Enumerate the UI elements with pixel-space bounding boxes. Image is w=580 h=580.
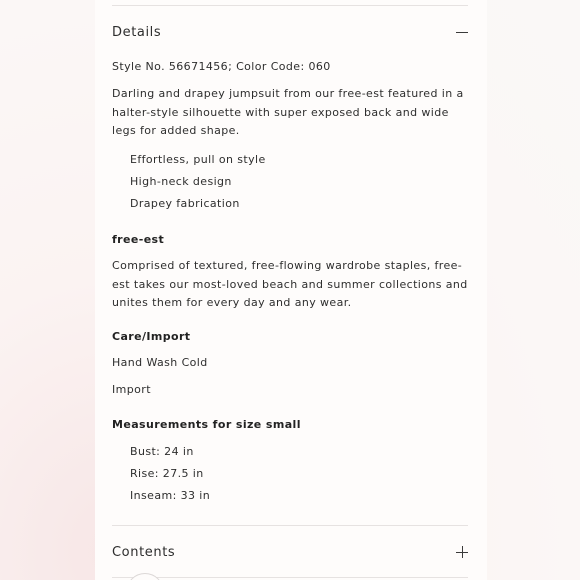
divider-contents xyxy=(112,525,468,526)
care-instruction: Hand Wash Cold xyxy=(112,356,208,369)
measurements-list xyxy=(130,444,210,510)
list-item: Drapey fabrication xyxy=(130,197,240,210)
plus-icon[interactable] xyxy=(456,546,468,558)
list-item: Rise: 27.5 in xyxy=(130,467,204,480)
minus-icon[interactable] xyxy=(456,26,468,38)
details-title: Details xyxy=(112,24,162,40)
list-item: Inseam: 33 in xyxy=(130,489,211,502)
contents-title: Contents xyxy=(112,544,176,560)
details-section-header[interactable] xyxy=(112,20,468,44)
contents-section-header[interactable] xyxy=(112,540,468,564)
feature-list xyxy=(130,152,266,218)
list-item: Bust: 24 in xyxy=(130,445,194,458)
brand-heading: free-est xyxy=(112,233,165,246)
brand-description: Comprised of textured, free-flowing wardrobe staples, free-est takes our most-loved beach and summer collections and unites them for every day and any wear. xyxy=(112,259,468,309)
divider-top xyxy=(112,5,468,6)
divider-bottom xyxy=(112,577,468,578)
measurements-heading: Measurements for size small xyxy=(112,418,301,431)
import-info: Import xyxy=(112,383,151,396)
list-item: Effortless, pull on style xyxy=(130,153,266,166)
product-description: Darling and drapey jumpsuit from our free-est featured in a halter-style silhouette with super exposed back and wide legs for added shape. xyxy=(112,87,464,137)
care-heading: Care/Import xyxy=(112,330,191,343)
style-number: Style No. 56671456; Color Code: 060 xyxy=(112,60,331,73)
list-item: High-neck design xyxy=(130,175,232,188)
